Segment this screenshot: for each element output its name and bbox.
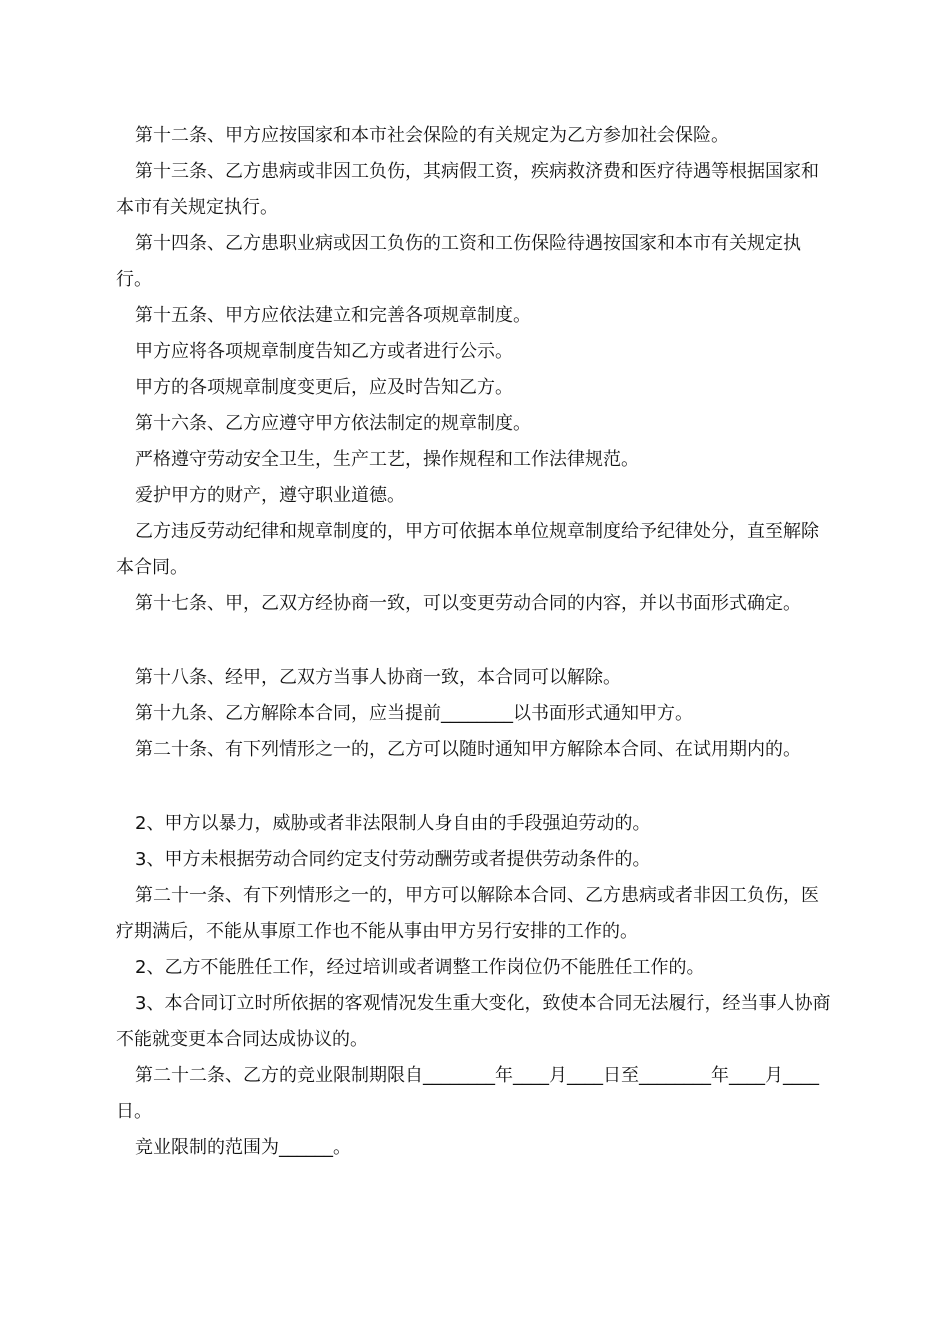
paragraph-article-14: 第十四条、乙方患职业病或因工负伤的工资和工伤保险待遇按国家和本市有关规定执行。 bbox=[116, 233, 801, 290]
paragraph-rules-change: 甲方的各项规章制度变更后，应及时告知乙方。 bbox=[135, 377, 513, 398]
paragraph-article-16: 第十六条、乙方应遵守甲方依法制定的规章制度。 bbox=[135, 413, 531, 434]
paragraph-article-15: 第十五条、甲方应依法建立和完善各项规章制度。 bbox=[135, 305, 531, 326]
paragraph-rules-notice: 甲方应将各项规章制度告知乙方或者进行公示。 bbox=[135, 341, 513, 362]
paragraph-property: 爱护甲方的财产，遵守职业道德。 bbox=[135, 485, 405, 506]
paragraph-article-20-item-2: 2、甲方以暴力，威胁或者非法限制人身自由的手段强迫劳动的。 bbox=[135, 813, 651, 834]
paragraph-article-13: 第十三条、乙方患病或非因工负伤，其病假工资，疾病救济费和医疗待遇等根据国家和本市有关规定执行。 bbox=[116, 161, 819, 218]
paragraph-discipline: 乙方违反劳动纪律和规章制度的，甲方可依据本单位规章制度给予纪律处分，直至解除本合同。 bbox=[116, 521, 819, 578]
paragraph-article-12: 第十二条、甲方应按国家和本市社会保险的有关规定为乙方参加社会保险。 bbox=[135, 125, 729, 146]
paragraph-article-20: 第二十条、有下列情形之一的，乙方可以随时通知甲方解除本合同、在试用期内的。 bbox=[135, 739, 801, 760]
blank-line bbox=[116, 622, 836, 660]
paragraph-article-21-item-3: 3、本合同订立时所依据的客观情况发生重大变化，致使本合同无法履行，经当事人协商不能就变更本合同达成协议的。 bbox=[116, 993, 831, 1050]
paragraph-article-17: 第十七条、甲，乙双方经协商一致，可以变更劳动合同的内容，并以书面形式确定。 bbox=[135, 593, 801, 614]
paragraph-article-19: 第十九条、乙方解除本合同，应当提前________以书面形式通知甲方。 bbox=[135, 703, 693, 724]
document-body bbox=[116, 118, 836, 1166]
paragraph-safety: 严格遵守劳动安全卫生，生产工艺，操作规程和工作法律规范。 bbox=[135, 449, 639, 470]
paragraph-article-18: 第十八条、经甲，乙双方当事人协商一致，本合同可以解除。 bbox=[135, 667, 621, 688]
paragraph-noncompete-scope: 竞业限制的范围为______。 bbox=[135, 1137, 351, 1158]
paragraph-article-22: 第二十二条、乙方的竞业限制期限自________年____月____日至________年____月____日。 bbox=[116, 1065, 819, 1122]
paragraph-article-21-item-2: 2、乙方不能胜任工作，经过培训或者调整工作岗位仍不能胜任工作的。 bbox=[135, 957, 705, 978]
paragraph-article-21: 第二十一条、有下列情形之一的，甲方可以解除本合同、乙方患病或者非因工负伤，医疗期满后，不能从事原工作也不能从事由甲方另行安排的工作的。 bbox=[116, 885, 819, 942]
paragraph-article-20-item-3: 3、甲方未根据劳动合同约定支付劳动酬劳或者提供劳动条件的。 bbox=[135, 849, 651, 870]
blank-line bbox=[116, 768, 836, 806]
